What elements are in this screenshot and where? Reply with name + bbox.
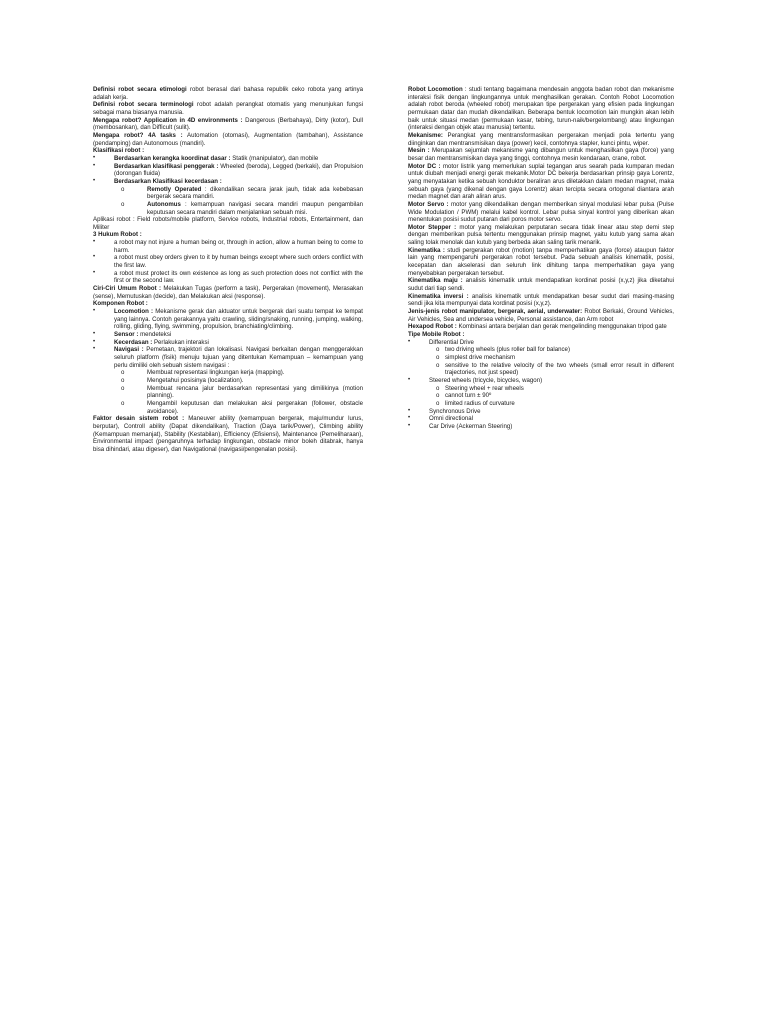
bullet-icon: •	[93, 269, 96, 276]
circle-bullet-icon: o	[121, 369, 125, 377]
bullet-icon: •	[93, 239, 96, 246]
navigasi-text: Mengambil keputusan dan melakukan aksi pergerakan (follower, obstacle avoidance).	[147, 399, 363, 415]
paragraph-jenis-robot	[408, 308, 674, 323]
paragraph-4d	[93, 117, 363, 132]
term-4d: Mengapa robot? Application in 4D environments :	[93, 116, 243, 124]
text: Kombinasi antara berjalan dan gerak mengelinding menggunakan tripod gate	[456, 323, 667, 331]
list-item-tipe	[408, 339, 674, 347]
text-terminologi: robot adalah perangkat otomatis yang menunjukan fungsi sebagai mana biasanya manusia.	[93, 101, 363, 116]
term: Motor Servo :	[408, 200, 449, 208]
text-4d: Dangerous (Berbahaya), Dirty (kotor), Dull (membosankan), dan Difficult (sulit).	[93, 116, 363, 132]
bullet-icon: •	[408, 338, 411, 345]
klasifikasi-term: Berdasarkan kerangka koordinat dasar :	[114, 154, 231, 162]
tipe-sub-text: cannot turn ± 90º	[445, 392, 492, 400]
circle-bullet-icon: o	[436, 353, 440, 361]
circle-bullet-icon: o	[436, 399, 440, 407]
text: : studi tentang bagaimana mendesain anggota badan robot dan mekanisme interaksi fisik dengan lingkungannya untuk menghasilkan gerakan. Contoh Robot Locomotion adalah robot beroda (wheeled robot) merupakan tipe pergerakan yang efisien pada lingkungan permukaan datar dan mudah dikendalikan. Beberapa bentuk locomotion lain mungkin akan lebih baik untuk situasi medan (permukaan kasar, tebing, turun-naik/bergelombang) atau lingkungan (interaksi dengan objek atau manusia) tertentu.	[408, 86, 674, 132]
bullet-icon: •	[93, 338, 96, 345]
list-item-hukum	[93, 270, 363, 285]
circle-bullet-icon: o	[121, 185, 125, 193]
term-etimologi: Definisi robot secara etimologi	[93, 86, 187, 93]
text-etimologi: robot berasal dari bahasa republik ceko robota yang artinya adalah kerja.	[93, 86, 363, 101]
sub-item-kecerdasan	[93, 186, 363, 201]
paragraph-kinematika-maju	[408, 277, 674, 292]
komponen-text: Pemetaan, trajektori dan lokalisasi. Navigasi berkaitan dengan menggerakkan seluruh platform (fisik) menuju tujuan yang ditentukan Kemampuan – kemampuan yang perlu dimiliki oleh sebuah sistem navigasi :	[114, 346, 363, 369]
paragraph-4a	[93, 132, 363, 147]
term: Mesin :	[408, 147, 430, 155]
paragraph-mekanisme	[408, 132, 674, 147]
right-column	[408, 86, 674, 431]
tipe-sub-text: sensitive to the relative velocity of the two wheels (small error result in different trajectories, not just speed)	[445, 361, 674, 377]
hukum-text: a robot may not injure a human being or, through in action, allow a human being to come to harm.	[114, 239, 363, 254]
list-item-tipe	[408, 408, 674, 416]
paragraph-motor-servo	[408, 201, 674, 224]
navigasi-text: Membuat representasi lingkungan kerja (mapping).	[147, 369, 285, 377]
text-ciri: Melakukan Tugas (perform a task), Pergerakan (movement), Merasakan (sense), Memutuskan (decide), dan Melakukan aksi (response).	[93, 285, 363, 300]
sub-item-tipe	[408, 354, 674, 362]
circle-bullet-icon: o	[436, 346, 440, 354]
list-item-tipe	[408, 415, 674, 423]
bullet-icon: •	[93, 162, 96, 169]
hukum-text: a robot must protect its own existence as long as such protection does not conflict with the first or the second law.	[114, 269, 363, 285]
tipe-label: Steered wheels (tricycle, bicycles, wagon)	[429, 376, 543, 384]
list-item-komponen	[93, 308, 363, 331]
term-terminologi: Definisi robot secara terminologi	[93, 101, 194, 109]
term: Kinematika :	[408, 246, 445, 254]
text: motor yang melakukan perputaran secara tidak linear atau step demi step dengan memberikan pulsa tertentu menggunakan prinsip magnet, yaitu kutub yang sama akan saling tolak menolak dan kutub yang berbeda akan saling tarik menarik.	[408, 223, 674, 247]
kecerdasan-term: Remotly Operated	[147, 185, 202, 193]
bullet-icon: •	[93, 331, 96, 337]
komponen-text: Mekanisme gerak dan aktuator untuk bergerak dari suatu tempat ke tempat yang lainnya. Contoh gerakannya yaitu crawling, sliding/snaking, running, jumping, walking, rolling, gliding, flying, swimming, propulsion, branchiating/climbing.	[114, 308, 363, 331]
bullet-icon: •	[93, 254, 96, 261]
klasifikasi-term: Berdasarkan Klasifikasi kecerdasan :	[114, 177, 222, 185]
kecerdasan-text: : kemampuan navigasi secara mandiri maupun pengambilan keputusan secara mandiri dalam menjalankan sebuah misi.	[147, 200, 363, 216]
komponen-text: Perlakukan interaksi	[152, 338, 209, 346]
paragraph-aplikasi: Aplikasi robot : Field robots/mobile platform, Service robots, Industrial robots, Entertainment, dan Militer	[93, 216, 363, 231]
paragraph-robot-locomotion	[408, 86, 674, 132]
list-item-tipe	[408, 377, 674, 385]
sub-item-tipe	[408, 392, 674, 400]
term: Mekanisme:	[408, 131, 443, 139]
term: Kinematika inversi :	[408, 292, 469, 300]
bullet-icon: •	[93, 177, 96, 184]
kecerdasan-term: Autonomus	[147, 200, 181, 208]
paragraph-hexapod	[408, 323, 674, 331]
sub-item-tipe	[408, 385, 674, 393]
heading-komponen: Komponen Robot :	[93, 300, 148, 308]
term-4a: Mengapa robot? 4A tasks :	[93, 131, 183, 139]
tipe-sub-text: two driving wheels (plus roller ball for balance)	[445, 346, 570, 354]
paragraph-motor-dc	[408, 163, 674, 201]
bullet-icon: •	[93, 154, 96, 161]
bullet-icon: •	[93, 308, 96, 315]
term: Robot Locomotion	[408, 86, 463, 93]
navigasi-text: Membuat rencana jalur berdasarkan representasi yang dimilikinya (motion planning).	[147, 384, 363, 400]
tipe-sub-text: limited radius of curvature	[445, 399, 515, 407]
list-item-hukum	[93, 239, 363, 254]
list-item-komponen	[93, 339, 363, 347]
term-ciri: Ciri-Ciri Umum Robot :	[93, 285, 161, 293]
klasifikasi-text: Statik (manipulator), dan mobile	[230, 154, 319, 162]
list-item-tipe	[408, 423, 674, 431]
sub-item-navigasi	[93, 400, 363, 415]
list-item-komponen	[93, 331, 363, 339]
text-faktor-desain: Maneuver ability (kemampuan bergerak, maju/mundur lurus, berputar), Controll ability (Dapat dikendalikan), Traction (Daya tarik/Power), Climbing ability (Kemampuan memanjat), Stability (Kestabilan), Efficiency (Efisiensi), Maintenance (Pemeliharaan), Environmental impact (pengaruhnya terhadap lingkungan, obstacle minor boleh ditabrak, hanya bisa dihindari, atau digeser), dan Navigational (navigasi/pengenalan posisi).	[93, 415, 363, 453]
komponen-term: Navigasi :	[114, 346, 144, 354]
circle-bullet-icon: o	[121, 200, 125, 208]
list-item-klasifikasi	[93, 163, 363, 178]
list-item-klasifikasi	[93, 178, 363, 186]
sub-item-navigasi	[93, 377, 363, 385]
circle-bullet-icon: o	[436, 384, 440, 392]
kecerdasan-text: : dikendalikan secara jarak jauh, tidak ada kebebasan bergerak secara mandiri.	[147, 185, 363, 201]
list-item-komponen	[93, 346, 363, 369]
komponen-text: mendeteksi	[138, 331, 172, 338]
bullet-icon: •	[408, 407, 411, 414]
tipe-label: Synchronous Drive	[429, 407, 481, 415]
tipe-sub-text: Steering wheel + rear wheels	[445, 384, 524, 392]
bullet-icon: •	[408, 415, 411, 422]
bullet-icon: •	[408, 422, 411, 429]
circle-bullet-icon: o	[436, 392, 440, 400]
term: Jenis-jenis robot manipulator, bergerak, aerial, underwater:	[408, 308, 583, 316]
heading-hukum-robot: 3 Hukum Robot :	[93, 231, 142, 239]
text: motor yang dikendalikan dengan memberikan sinyal modulasi lebar pulsa (Pulse Wide Modulation / PWM) melalui kabel kontrol. Lebar pulsa sinyal kontrol yang diberikan akan menentukan posisi sudut putaran dari poros motor servo.	[408, 200, 674, 224]
term: Motor Stepper :	[408, 223, 457, 231]
paragraph-etimologi	[93, 86, 363, 101]
paragraph-kinematika	[408, 247, 674, 278]
text-4a: Automation (otomasi), Augmentation (tambahan), Assistance (pendamping) dan Autonomous (mandiri).	[93, 131, 363, 147]
heading-tipe-mobile-robot: Tipe Mobile Robot :	[408, 331, 465, 338]
klasifikasi-term: Berdasarkan klasifikasi penggerak :	[114, 162, 219, 170]
paragraph-terminologi	[93, 101, 363, 116]
text: Robot Berkaki, Ground Vehicles, Air Vehicles, Sea and undersea vehicle, Personal assistance, dan Arm robot	[408, 308, 674, 323]
term: Kinematika maju :	[408, 277, 463, 285]
sub-item-tipe	[408, 400, 674, 408]
klasifikasi-text: Wheeled (beroda), Legged (berkaki), dan Propulsion (dorongan fluida)	[114, 162, 363, 178]
sub-item-tipe	[408, 346, 674, 354]
text: Merupakan sejumlah mekanisme yang dibangun untuk menghasilkan gaya (force) yang besar dan mentransmisikan daya yang tinggi, contohnya mesin kendaraan, crane, robot.	[408, 147, 674, 162]
list-item-klasifikasi	[93, 155, 363, 163]
komponen-term: Kecerdasan :	[114, 338, 153, 346]
term: Motor DC :	[408, 162, 441, 170]
paragraph-mesin	[408, 147, 674, 162]
text: motor listrik yang memerlukan suplai tegangan arus searah pada kumparan medan untuk diubah menjadi energi gerak mekanik.Motor DC bekerja berdasarkan prinsip gaya Lorentz, yang menyatakan ketika sebuah konduktor beraliran arus diletakkan dalam medan magnet, maka sebuah gaya (yang dikenal dengan gaya Lorentz) akan tercipta secara ortogonal diantara arah medan magnet dan arah aliran arus.	[408, 162, 674, 201]
circle-bullet-icon: o	[121, 384, 125, 392]
sub-item-navigasi	[93, 369, 363, 377]
heading-klasifikasi: Klasifikasi robot :	[93, 147, 145, 155]
list-item-hukum	[93, 254, 363, 269]
term: Hexapod Robot :	[408, 323, 457, 331]
sub-item-kecerdasan	[93, 201, 363, 216]
text: analisis kinematik untuk mendapatkan kordinat posisi (x,y,z) jika diketahui sudut dari tiap sendi.	[408, 277, 675, 293]
tipe-label: Omni directional	[429, 415, 474, 423]
term-faktor-desain: Faktor desain sistem robot :	[93, 415, 185, 423]
komponen-term: Locomotion :	[114, 308, 154, 316]
navigasi-text: Mengetahui posisinya (localization).	[147, 376, 244, 384]
paragraph-motor-stepper	[408, 224, 674, 247]
tipe-sub-text: simplest drive mechanism	[445, 353, 516, 361]
bullet-icon: •	[408, 376, 411, 383]
bullet-icon: •	[93, 346, 96, 353]
text: studi pergerakan robot (motion) tanpa memperhatikan gaya (force) ataupun faktor lain yang mempengaruhi pergerakan robot tersebut. Pada sebuah analisis kinematik, posisi, kecepatan dan akselerasi dan seluruh link dihitung tanpa memperhatikan gaya yang menyebabkan pergerakan tersebut.	[408, 246, 674, 277]
tipe-label: Car Drive (Ackerman Steering)	[429, 422, 513, 430]
hukum-text: a robot must obey orders given to it by human beings except where such orders conflict with the first law.	[114, 254, 363, 270]
paragraph-ciri	[93, 285, 363, 300]
sub-item-tipe	[408, 362, 674, 377]
tipe-label: Differential Drive	[429, 338, 474, 346]
circle-bullet-icon: o	[121, 399, 125, 407]
komponen-term: Sensor :	[114, 331, 139, 338]
circle-bullet-icon: o	[436, 361, 440, 369]
paragraph-faktor-desain	[93, 415, 363, 453]
circle-bullet-icon: o	[121, 376, 125, 384]
sub-item-navigasi	[93, 385, 363, 400]
text: analisis kinematik untuk mendapatkan besar sudut dari masing-masing sendi jika kita mempunyai data kordinat posisi (x,y,z).	[408, 292, 675, 308]
left-column	[93, 86, 363, 454]
paragraph-kinematika-inversi	[408, 293, 674, 308]
text: Perangkat yang mentransformasikan pergerakan menjadi pola tertentu yang diinginkan dan mentransmisikan daya (power) kecil, contohnya stapler, kunci pintu, wiper.	[408, 131, 674, 147]
